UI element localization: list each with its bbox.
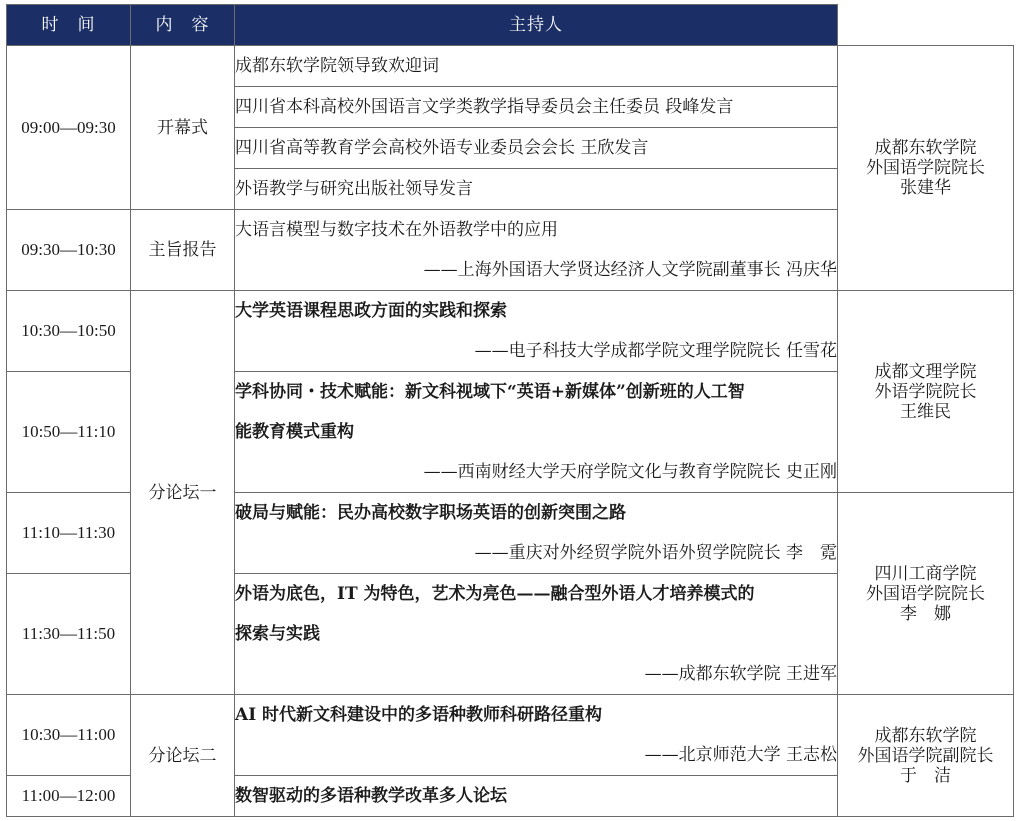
- host-affiliation: 成都东软学院: [874, 138, 977, 158]
- host-name: 王维民: [900, 401, 951, 422]
- opening-item: 外语教学与研究出版社领导发言: [235, 169, 838, 210]
- host-name: 李 娜: [900, 603, 951, 624]
- talk-title-cont: 能教育模式重构: [235, 422, 354, 442]
- host-title: 外国语学院院长: [866, 583, 985, 604]
- talk-speaker: ——北京师范大学 王志松: [644, 745, 837, 765]
- forum1-talk: [235, 291, 838, 372]
- opening-time: 09:00—09:30: [7, 46, 131, 210]
- keynote-session: 主旨报告: [131, 210, 235, 291]
- forum1-talk: [235, 574, 838, 695]
- talk-speaker: ——重庆对外经贸学院外语外贸学院院长 李 霓: [474, 543, 837, 563]
- forum1-talk: [235, 493, 838, 574]
- host-name: 张建华: [900, 178, 951, 198]
- host-title: 外语学院院长: [874, 381, 977, 402]
- forum1-time: 11:30—11:50: [7, 574, 131, 695]
- keynote-time: 09:30—10:30: [7, 210, 131, 291]
- host-cell-1: [838, 46, 1014, 291]
- opening-item: 成都东软学院领导致欢迎词: [235, 46, 838, 87]
- talk-title: 大学英语课程思政方面的实践和探索: [235, 301, 507, 321]
- opening-item: 四川省高等教育学会高校外语专业委员会会长 王欣发言: [235, 128, 838, 169]
- opening-item: 四川省本科高校外国语言文学类教学指导委员会主任委员 段峰发言: [235, 87, 838, 128]
- talk-title: 数智驱动的多语种教学改革多人论坛: [235, 786, 507, 806]
- talk-speaker: ——西南财经大学天府学院文化与教育学院院长 史正刚: [423, 462, 837, 482]
- forum1-time: 11:10—11:30: [7, 493, 131, 574]
- host-cell-2: [838, 291, 1014, 493]
- forum2-talk: [235, 776, 838, 817]
- talk-speaker: ——上海外国语大学贤达经济人文学院副董事长 冯庆华: [423, 260, 837, 280]
- forum1-time: 10:30—10:50: [7, 291, 131, 372]
- forum2-session: 分论坛二: [131, 695, 235, 817]
- host-affiliation: 四川工商学院: [874, 563, 977, 584]
- host-cell-4: [838, 695, 1014, 817]
- host-affiliation: 成都东软学院: [874, 725, 977, 746]
- forum1-session: 分论坛一: [131, 291, 235, 695]
- talk-title: AI 时代新文科建设中的多语种教师科研路径重构: [235, 705, 603, 725]
- host-cell-3: [838, 493, 1014, 695]
- talk-title: 学科协同・技术赋能：新文科视域下“英语+新媒体”创新班的人工智: [235, 382, 745, 402]
- host-affiliation: 成都文理学院: [874, 361, 977, 382]
- keynote-talk: [235, 210, 838, 291]
- header-content: 内 容: [131, 5, 235, 46]
- talk-speaker: ——电子科技大学成都学院文理学院院长 任雪花: [474, 341, 837, 361]
- forum2-time: 10:30—11:00: [7, 695, 131, 776]
- talk-title-cont: 探索与实践: [235, 624, 320, 644]
- header-host: 主持人: [235, 5, 838, 46]
- host-title: 外国语学院副院长: [857, 745, 994, 766]
- opening-session: 开幕式: [131, 46, 235, 210]
- agenda-table: [6, 4, 1014, 817]
- talk-title: 大语言模型与数字技术在外语教学中的应用: [235, 220, 558, 240]
- talk-title: 外语为底色，IT 为特色，艺术为亮色——融合型外语人才培养模式的: [235, 584, 755, 604]
- header-time: 时 间: [7, 5, 131, 46]
- forum2-time: 11:00—12:00: [7, 776, 131, 817]
- forum1-talk: [235, 372, 838, 493]
- talk-speaker: ——成都东软学院 王进军: [644, 664, 837, 684]
- talk-title: 破局与赋能：民办高校数字职场英语的创新突围之路: [235, 503, 626, 523]
- forum2-talk: [235, 695, 838, 776]
- host-title: 外国语学院院长: [866, 158, 985, 178]
- forum1-time: 10:50—11:10: [7, 372, 131, 493]
- host-name: 于 洁: [900, 765, 951, 786]
